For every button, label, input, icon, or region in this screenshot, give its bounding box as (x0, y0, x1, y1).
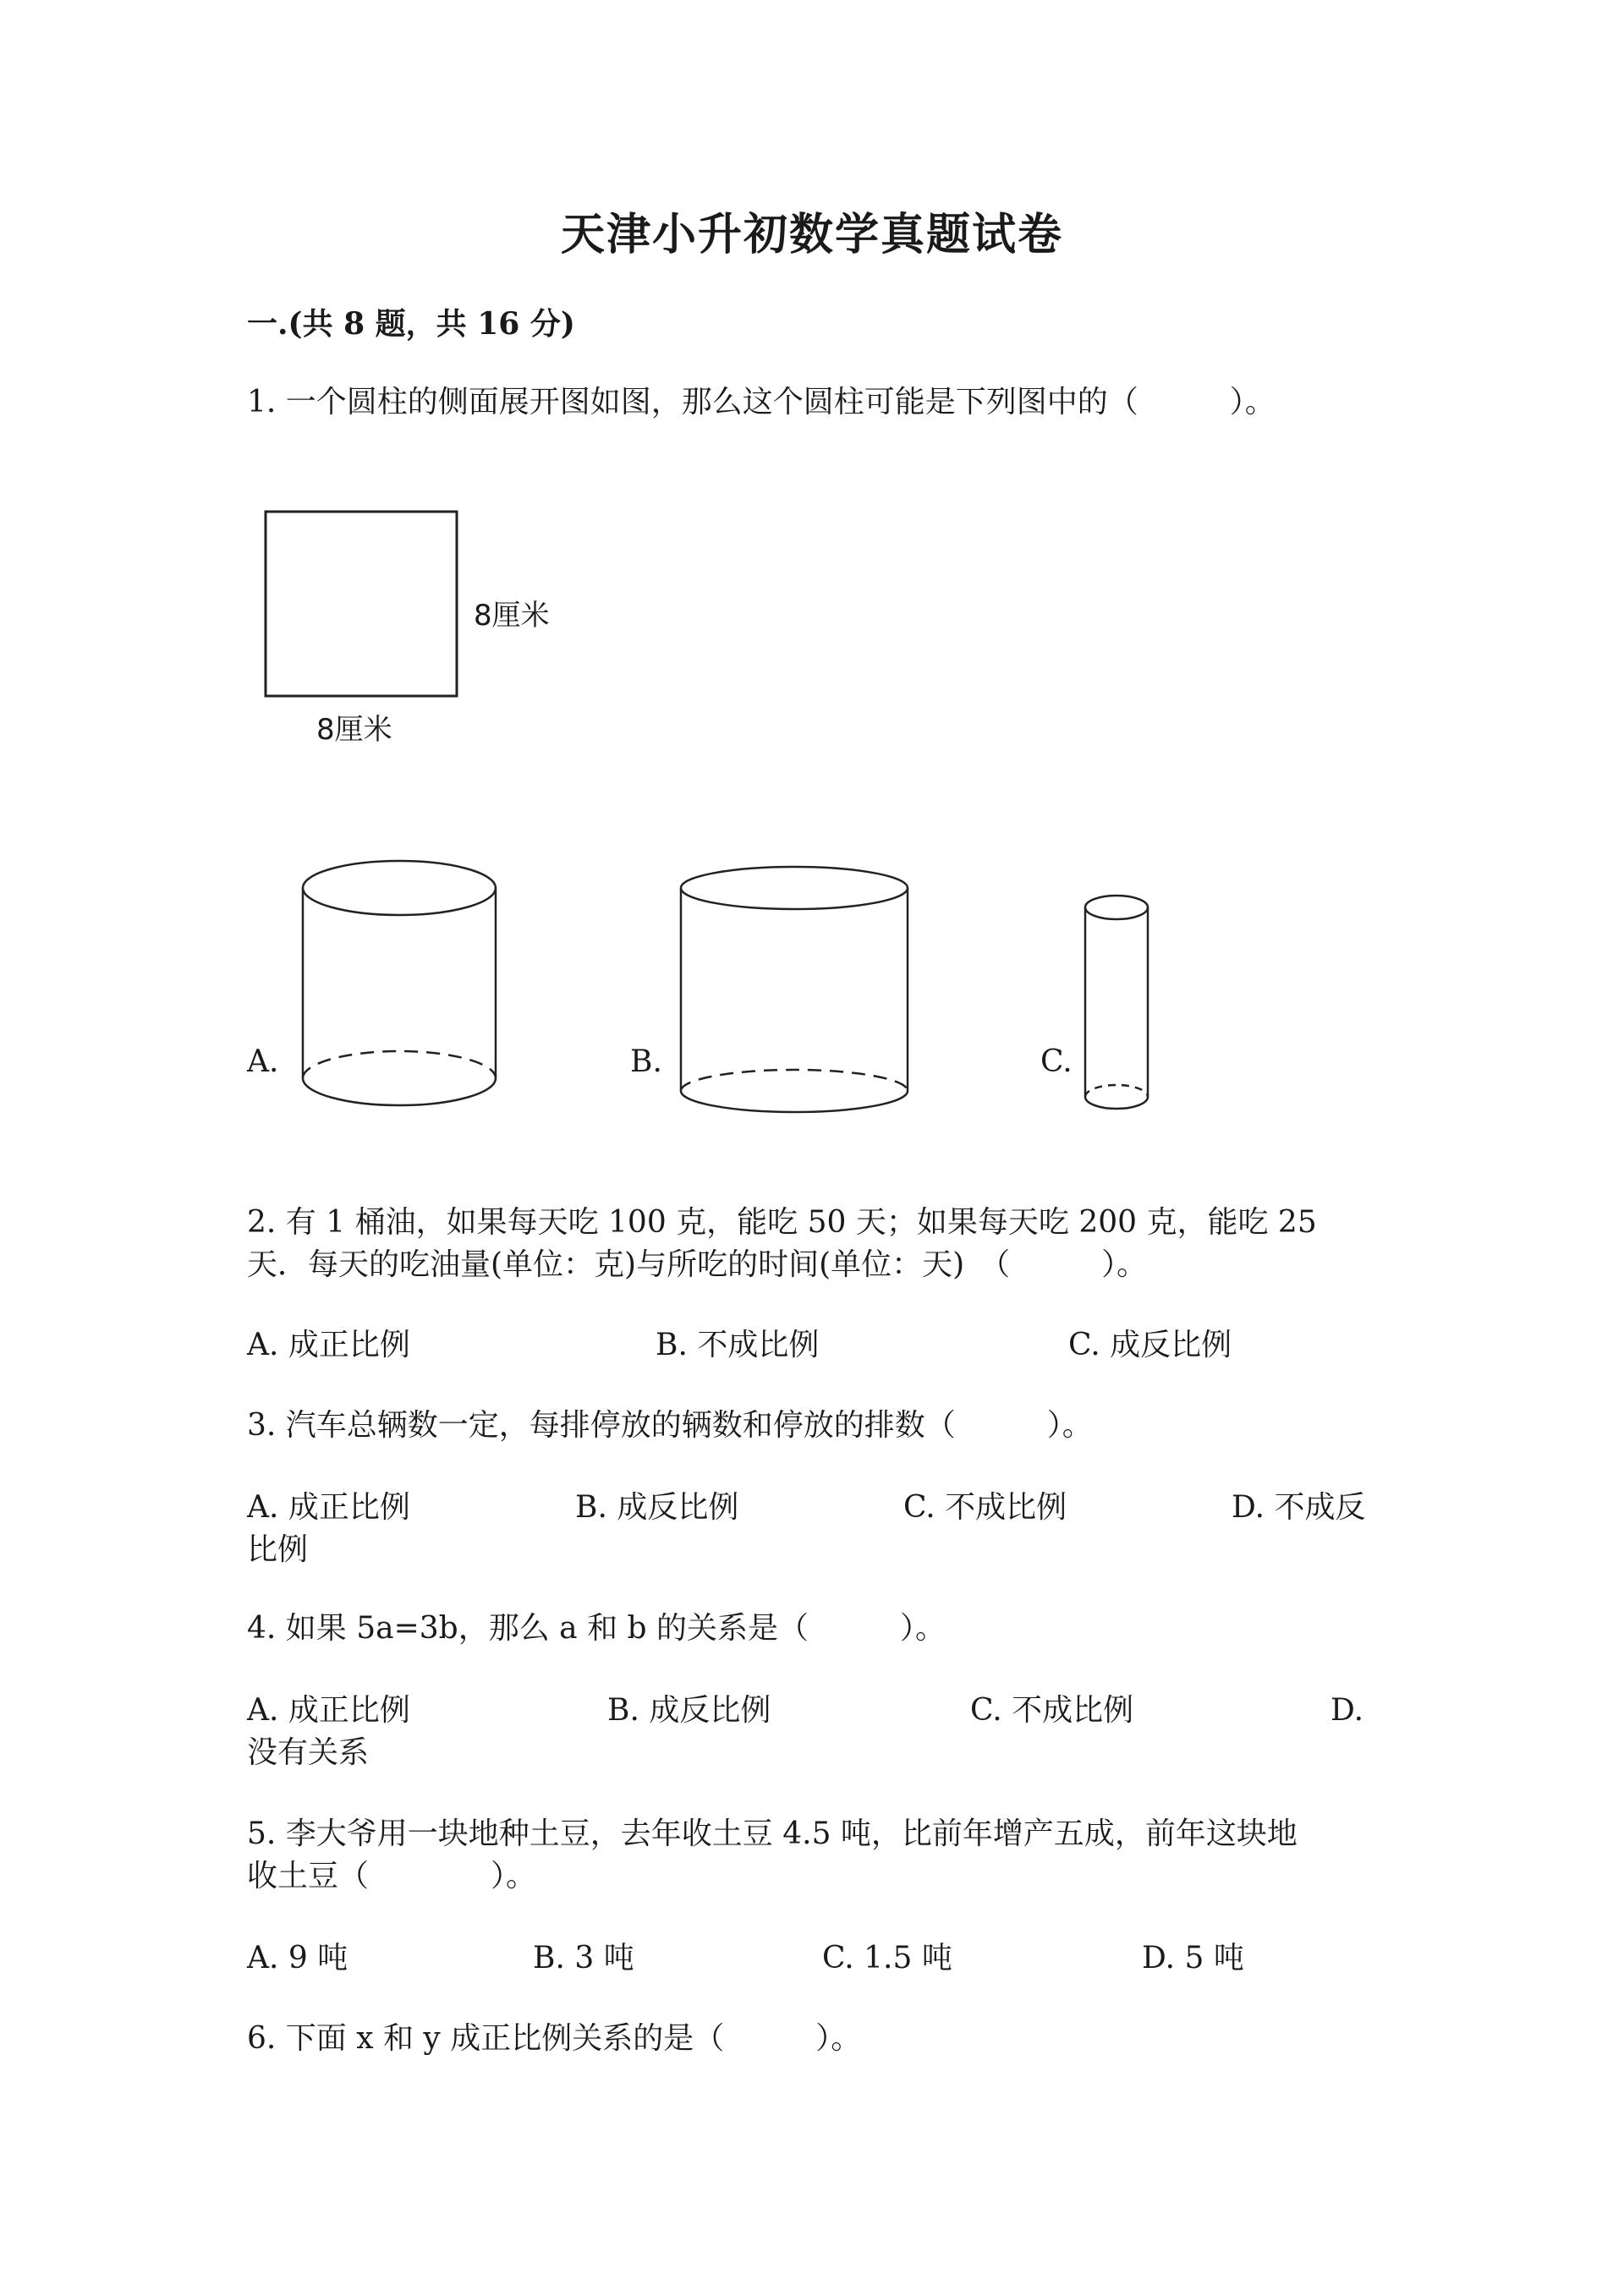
question-6-text: 6. 下面 x 和 y 成正比例关系的是（ ）。 (247, 2021, 862, 2056)
q3-option-d[interactable]: D. 不成反 (1232, 1490, 1366, 1525)
question-2-line-1: 2. 有 1 桶油，如果每天吃 100 克，能吃 50 天；如果每天吃 200 克，能吃 25 (247, 1205, 1317, 1240)
q4-option-a[interactable]: A. 成正比例 (247, 1693, 410, 1728)
q5-option-a[interactable]: A. 9 吨 (247, 1941, 348, 1975)
question-2-line-2: 天．每天的吃油量(单位：克)与所吃的时间(单位：天) （ ）。 (247, 1247, 1148, 1282)
question-5-line-1: 5. 李大爷用一块地种土豆，去年收土豆 4.5 吨，比前年增产五成，前年这块地 (247, 1817, 1298, 1851)
q3-option-b[interactable]: B. 成反比例 (575, 1490, 739, 1525)
q2-option-b[interactable]: B. 不成比例 (656, 1328, 820, 1362)
question-4-text: 4. 如果 5a=3b，那么 a 和 b 的关系是（ ）。 (247, 1611, 946, 1646)
q1-option-a-label[interactable]: A. (247, 1044, 279, 1079)
q4-option-d-wrap[interactable]: 没有关系 (247, 1735, 370, 1770)
q3-option-c[interactable]: C. 不成比例 (903, 1490, 1067, 1525)
lateral-surface-square (266, 512, 457, 696)
question-5-line-2: 收土豆（ ）。 (247, 1859, 537, 1893)
q4-option-c[interactable]: C. 不成比例 (970, 1693, 1134, 1728)
cylinder-c-figure (1085, 896, 1148, 1109)
q5-option-c[interactable]: C. 1.5 吨 (822, 1941, 952, 1975)
q5-option-b[interactable]: B. 3 吨 (533, 1941, 634, 1975)
q4-option-b[interactable]: B. 成反比例 (607, 1693, 771, 1728)
q2-option-a[interactable]: A. 成正比例 (247, 1328, 410, 1362)
q2-option-c[interactable]: C. 成反比例 (1068, 1328, 1232, 1362)
q1-option-c-label[interactable]: C. (1040, 1044, 1073, 1079)
cylinder-a-figure (303, 861, 496, 1105)
square-width-label: 8厘米 (316, 713, 392, 747)
cylinder-b-figure (681, 867, 908, 1112)
q4-option-d[interactable]: D. (1330, 1693, 1364, 1728)
q5-option-d[interactable]: D. 5 吨 (1142, 1941, 1244, 1975)
question-3-text: 3. 汽车总辆数一定，每排停放的辆数和停放的排数（ ）。 (247, 1408, 1093, 1443)
q1-option-b-label[interactable]: B. (630, 1044, 662, 1079)
q3-option-d-wrap[interactable]: 比例 (247, 1532, 309, 1567)
square-height-label: 8厘米 (474, 599, 550, 633)
section-heading: 一.(共 8 题，共 16 分) (247, 306, 575, 342)
page-title: 天津小升初数学真题试卷 (560, 209, 1063, 260)
question-1-text: 1. 一个圆柱的侧面展开图如图，那么这个圆柱可能是下列图中的（ ）。 (247, 385, 1276, 419)
q3-option-a[interactable]: A. 成正比例 (247, 1490, 410, 1525)
